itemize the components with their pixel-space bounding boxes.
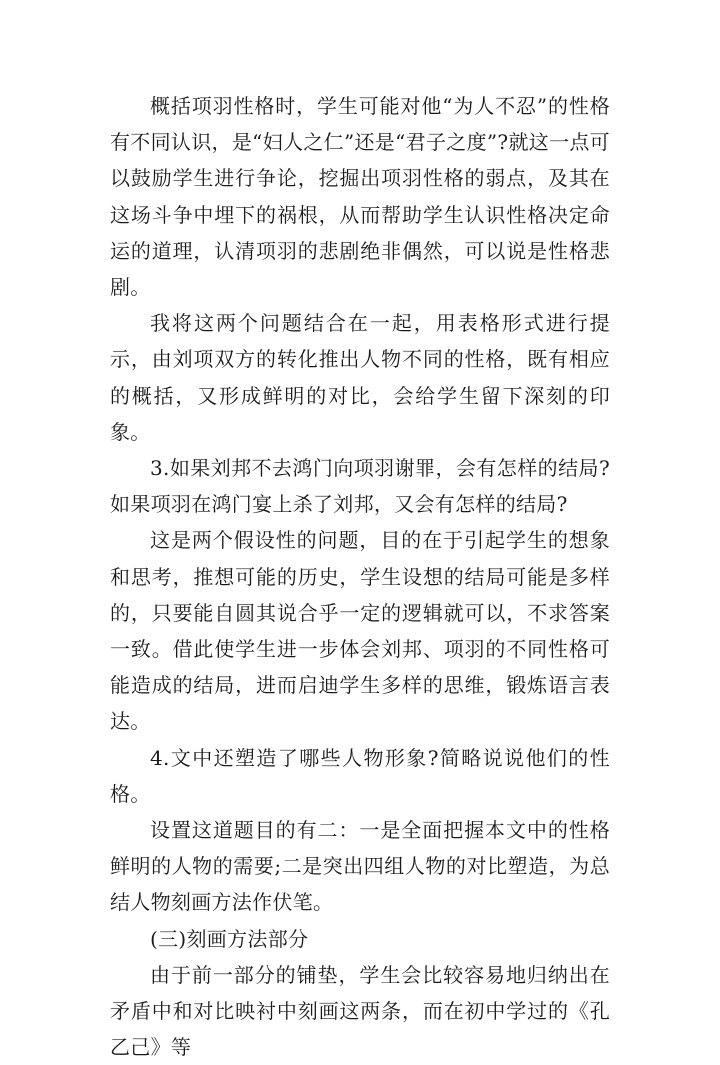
paragraph: 由于前一部分的铺垫，学生会比较容易地归纳出在矛盾中和对比映衬中刻画这两条，而在初中学过的《孔乙己》等 xyxy=(110,962,610,1060)
section-heading: (三)刻画方法部分 xyxy=(150,926,309,951)
paragraph: 我将这两个问题结合在一起，用表格形式进行提示，由刘项双方的转化推出人物不同的性格，既有相应的概括，又形成鲜明的对比，会给学生留下深刻的印象。 xyxy=(110,311,610,444)
question-paragraph: 3.如果刘邦不去鸿门向项羽谢罪，会有怎样的结局?如果项羽在鸿门宴上杀了刘邦，又会有怎样的结局? xyxy=(110,456,610,517)
paragraph: 这是两个假设性的问题，目的在于引起学生的想象和思考，推想可能的历史，学生设想的结局可能是多样的，只要能自圆其说合乎一定的逻辑就可以，不求答案一致。借此使学生进一步体会刘邦、项羽的不同性格可能造成的结局，进而启迪学生多样的思维，锻炼语言表达。 xyxy=(110,528,610,734)
paragraph: 设置这道题目的有二：一是全面把握本文中的性格鲜明的人物的需要;二是突出四组人物的对比塑造，为总结人物刻画方法作伏笔。 xyxy=(110,818,610,915)
document-body xyxy=(110,88,610,1065)
paragraph: 概括项羽性格时，学生可能对他“为人不忍”的性格有不同认识，是“妇人之仁”还是“君子之度”?就这一点可以鼓励学生进行争论，挖掘出项羽性格的弱点，及其在这场斗争中埋下的祸根，从而帮助学生认识性格决定命运的道理，认清项羽的悲剧绝非偶然，可以说是性格悲剧。 xyxy=(110,94,610,300)
question-paragraph: 4.文中还塑造了哪些人物形象?简略说说他们的性格。 xyxy=(110,745,610,806)
